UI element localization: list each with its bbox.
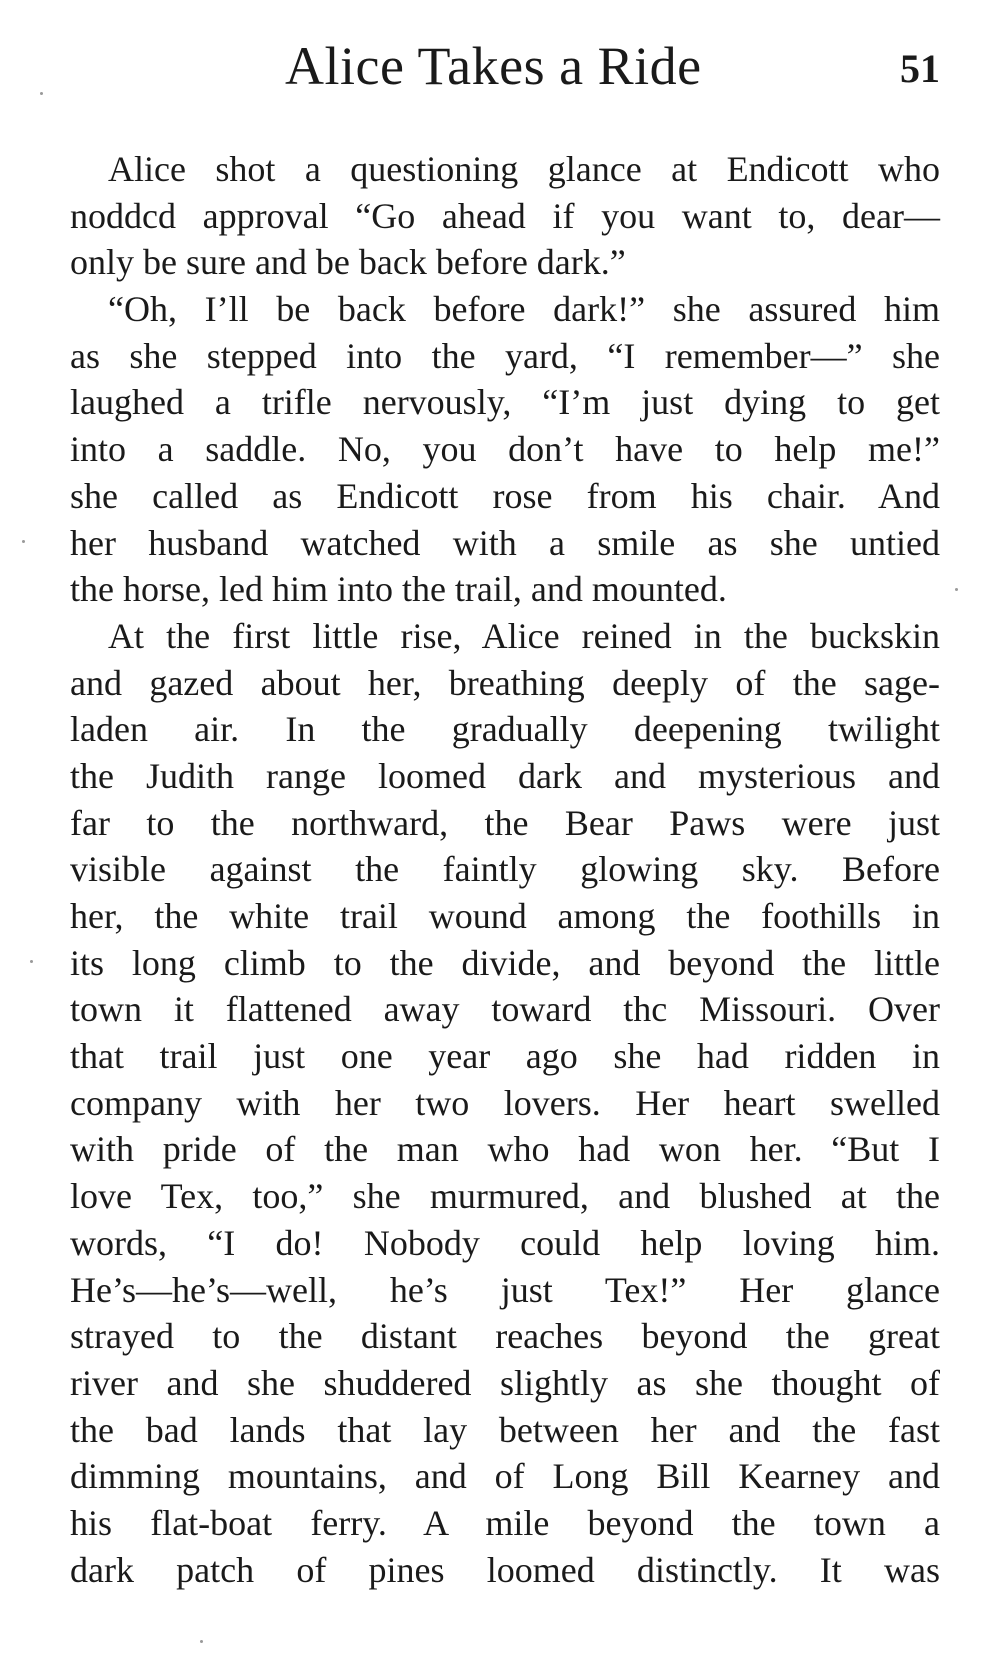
text-line: laden air. In the gradually deepening twilight [70, 709, 940, 750]
text-line: she called as Endicott rose from his chair. And [70, 475, 940, 516]
text-line: river and she shuddered slightly as she thought of [70, 1362, 940, 1403]
text-line: love Tex, too,” she murmured, and blushed at the [70, 1176, 940, 1217]
page-number: 51 [900, 46, 940, 91]
scan-speck [22, 540, 25, 543]
body-text [70, 146, 940, 1593]
text-line: her husband watched with a smile as she untied [70, 522, 940, 563]
text-line: strayed to the distant reaches beyond the great [70, 1316, 940, 1357]
text-line: its long climb to the divide, and beyond the little [70, 942, 940, 983]
text-line: company with her two lovers. Her heart swelled [70, 1082, 940, 1123]
scan-speck [40, 92, 43, 95]
text-line: dimming mountains, and of Long Bill Kearney and [70, 1456, 940, 1497]
text-line: far to the northward, the Bear Paws were just [70, 802, 940, 843]
text-line: into a saddle. No, you don’t have to help me!” [70, 429, 940, 470]
text-line: At the first little rise, Alice reined in the buckskin [108, 615, 940, 656]
scan-speck [955, 588, 958, 591]
text-line: Alice shot a questioning glance at Endicott who [108, 149, 940, 189]
chapter-title: Alice Takes a Ride [285, 36, 702, 96]
text-line: as she stepped into the yard, “I remember—” she [70, 335, 940, 376]
running-head [0, 28, 1000, 98]
text-line: only be sure and be back before dark.” [70, 242, 626, 283]
text-line: that trail just one year ago she had ridden in [70, 1036, 940, 1077]
text-line: with pride of the man who had won her. “But I [70, 1129, 940, 1170]
text-line: noddcd approval “Go ahead if you want to, dear— [70, 195, 940, 236]
scan-speck [30, 960, 33, 963]
text-line: words, “I do! Nobody could help loving him. [70, 1222, 940, 1263]
text-line: town it flattened away toward thc Missouri. Over [70, 989, 940, 1030]
scan-speck [200, 1640, 203, 1643]
text-line: the bad lands that lay between her and the fast [70, 1409, 940, 1450]
text-line: his flat-boat ferry. A mile beyond the town a [70, 1502, 940, 1543]
text-line: He’s—he’s—well, he’s just Tex!” Her glance [70, 1269, 940, 1310]
text-line: dark patch of pines loomed distinctly. It was [70, 1549, 940, 1590]
text-line: her, the white trail wound among the foothills in [70, 896, 940, 936]
text-line: the Judith range loomed dark and mysterious and [70, 755, 940, 796]
text-line: and gazed about her, breathing deeply of the sage- [70, 662, 940, 703]
text-line: “Oh, I’ll be back before dark!” she assured him [108, 289, 940, 330]
text-line: laughed a trifle nervously, “I’m just dying to get [70, 382, 940, 423]
text-line: visible against the faintly glowing sky. Before [70, 849, 940, 890]
text-line: the horse, led him into the trail, and mounted. [70, 569, 727, 610]
